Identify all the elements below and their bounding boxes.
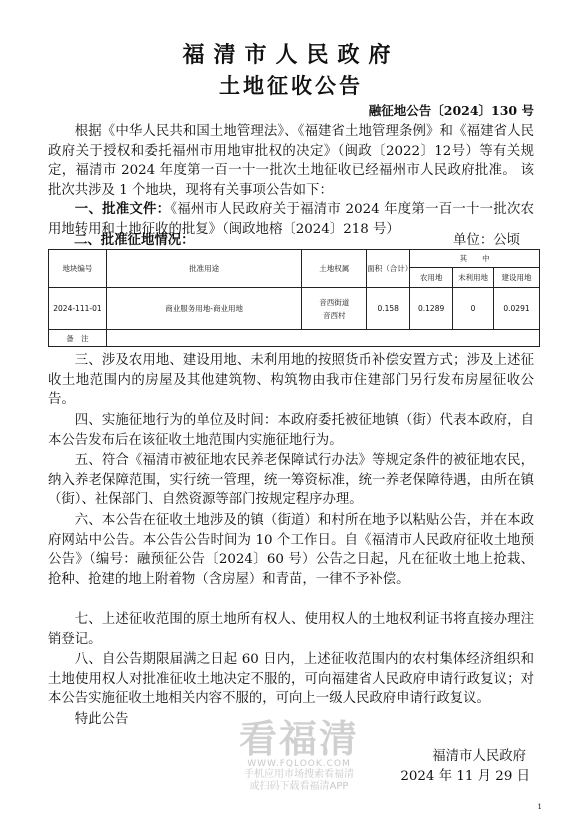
watermark-tip-2: 或扫码下载看福清APP — [249, 781, 349, 792]
cell-construction-land: 0.0291 — [494, 288, 540, 330]
section-5-pension-security: 五、符合《福清市被征地农民养老保障试行办法》等规定条件的被征地农民，纳入养老保障范围，实行统一管理，统一筹资标准，统一养老保障待遇，由所在镇（街）、社保部门、自然资源等部门按规定程序办理。 — [48, 453, 534, 508]
section-1-text: 《福州市人民政府关于福清市 2024 年度第一百一十一批次农用地转用和土地征收的批复》（闽政地榕〔2024〕218 号） — [48, 202, 535, 237]
cell-note-label: 备 注 — [49, 330, 107, 347]
section-2-heading: 二、批准征地情况： — [74, 232, 195, 248]
document-number: 融征地公告〔2024〕130 号 — [368, 103, 534, 118]
land-approval-table — [48, 249, 540, 347]
section-7-certificate-cancellation: 七、上述征收范围的原土地所有权人、使用权人的土地权利证书将直接办理注销登记。 — [48, 612, 534, 647]
area-unit-label: 单位：公顷 — [453, 233, 520, 248]
site-watermark — [224, 708, 374, 793]
header-farmland: 农用地 — [410, 268, 453, 288]
issuer-title: 福清市人民政府 — [182, 42, 400, 68]
section-1-heading: 一、批准文件： — [74, 201, 171, 217]
cell-approved-use: 商业服务用地-商业用地 — [106, 288, 301, 330]
ownership-street: 音西街道 — [319, 297, 350, 307]
section-3-compensation: 三、涉及农用地、建设用地、未利用地的按照货币补偿安置方式；涉及上述征收土地范围内的房屋及其他建筑物、构筑物由我市住建部门另行发布房屋征收公告。 — [48, 353, 534, 408]
page-number: 1 — [537, 803, 542, 811]
cell-land-ownership — [302, 288, 367, 330]
header-breakdown: 其 中 — [410, 250, 540, 268]
watermark-tip-1: 手机应用市场搜索看福清 — [244, 769, 354, 780]
section-4-implementation: 四、实施征地行为的单位及时间：本政府委托被征地镇（街）代表本政府，自本公告发布后在该征收土地范围内实施征地行为。 — [48, 413, 534, 448]
cell-unused-land: 0 — [453, 288, 494, 330]
issue-date: 2024 年 11 月 29 日 — [400, 769, 530, 784]
section-8-administrative-review: 八、自公告期限届满之日起 60 日内，上述征收范围内的农村集体经济组织和土地使用权人对批准征收土地决定不服的，可向福建省人民政府申请行政复议；对本公告实施征收土地相关内容不服的，可向上一级人民政府申请行政复议。 — [48, 652, 534, 707]
section-2-heading-line — [48, 229, 534, 249]
cell-note-content — [106, 330, 539, 347]
section-6-publication: 六、本公告在征收土地涉及的镇（街道）和村所在地予以粘贴公告，并在本政府网站中公告。本公告公告时间为 10 个工作日。自《福清市人民政府征收土地预公告》（编号：融预征公告〔2024〕60 号）公告之日起，凡在征收土地上抢栽、抢种、抢建的地上附着物（含房屋）和青苗，一律不予补偿。 — [48, 513, 534, 588]
ownership-village: 音西村 — [323, 310, 346, 320]
header-unused-land: 未利用地 — [453, 268, 494, 288]
document-title: 土地征收公告 — [219, 73, 363, 98]
closing-remark: 特此公告 — [74, 712, 129, 727]
header-land-ownership: 土地权属 — [302, 250, 367, 288]
header-block-number: 地块编号 — [49, 250, 107, 288]
table-note-row — [49, 330, 540, 347]
header-approved-use: 批准用途 — [106, 250, 301, 288]
cell-area-total: 0.158 — [367, 288, 410, 330]
cell-farmland: 0.1289 — [410, 288, 453, 330]
intro-paragraph: 根据《中华人民共和国土地管理法》、《福建省土地管理条例》和《福建省人民政府关于授权和委托福州市用地审批权的决定》（闽政〔2022〕12号）等有关规定，福清市 2024 年度第一百一十一批次土地征收已经福州市人民政府批准。 该批次共涉及 1 个地块，现将有关事项公告如下： — [48, 124, 534, 199]
watermark-url: WWW.FQLOOK.COM — [247, 759, 351, 769]
header-area-total: 面积（合计） — [367, 250, 410, 288]
table-row — [49, 288, 540, 330]
watermark-brand: 看福清 — [238, 717, 359, 761]
issuing-authority: 福清市人民政府 — [432, 749, 526, 764]
cell-block-number: 2024-111-01 — [49, 288, 107, 330]
header-construction-land: 建设用地 — [494, 268, 540, 288]
